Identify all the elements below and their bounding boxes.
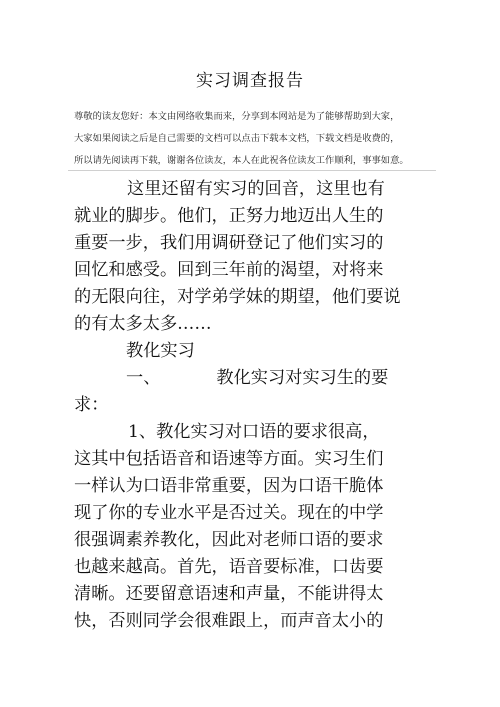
document-title: 实习调查报告 (196, 71, 304, 91)
paragraph-line: 重要一步，我们用调研登记了他们实习的 (74, 233, 384, 253)
notice-line: 尊敬的读友您好：本文由网络收集而来，分享到本网站是为了能够帮助到大家， (74, 111, 400, 122)
paragraph-line: 的有太多太多…… (74, 314, 212, 334)
download-notice (74, 106, 440, 172)
notice-line: 大家如果阅读之后是自己需要的文档可以点击下载本文档，下载文档是收费的， (74, 133, 400, 144)
notice-line: 所以请先阅读再下载，谢谢各位读友，本人在此祝各位读友工作顺利，事事如意。 (74, 155, 409, 166)
paragraph-line: 1、教化实习对口语的要求很高， (128, 422, 380, 442)
subheading-number: 一、 (126, 368, 161, 388)
subheading (74, 365, 426, 392)
paragraph-line: 回忆和感受。回到三年前的渴望，对将来 (74, 260, 384, 280)
paragraph-line: 也越来越高。首先，语音要标准，口齿要 (74, 557, 384, 577)
paragraph-line: 现了你的专业水平是否过关。现在的中学 (74, 503, 384, 523)
paragraph-line: 这里还留有实习的回音，这里也有 (127, 179, 385, 199)
paragraph-line: 很强调素养教化，因此对老师口语的要求 (74, 530, 384, 550)
document-body (74, 176, 426, 635)
subheading-text: 教化实习对实习生的要 (216, 368, 389, 388)
notice-divider (68, 170, 436, 171)
paragraph-line: 一样认为口语非常重要，因为口语干脆体 (74, 476, 384, 496)
paragraph-line: 就业的脚步。他们，正努力地迈出人生的 (74, 206, 384, 226)
paragraph-line: 的无限向往，对学弟学妹的期望，他们要说 (74, 287, 401, 307)
subheading-continuation: 求： (74, 395, 109, 415)
paragraph-line: 清晰。还要留意语速和声量，不能讲得太 (74, 584, 384, 604)
section-heading: 教化实习 (126, 341, 195, 361)
paragraph-line: 这其中包括语音和语速等方面。实习生们 (74, 449, 384, 469)
paragraph-line: 快，否则同学会很难跟上，而声音太小的 (74, 611, 384, 631)
